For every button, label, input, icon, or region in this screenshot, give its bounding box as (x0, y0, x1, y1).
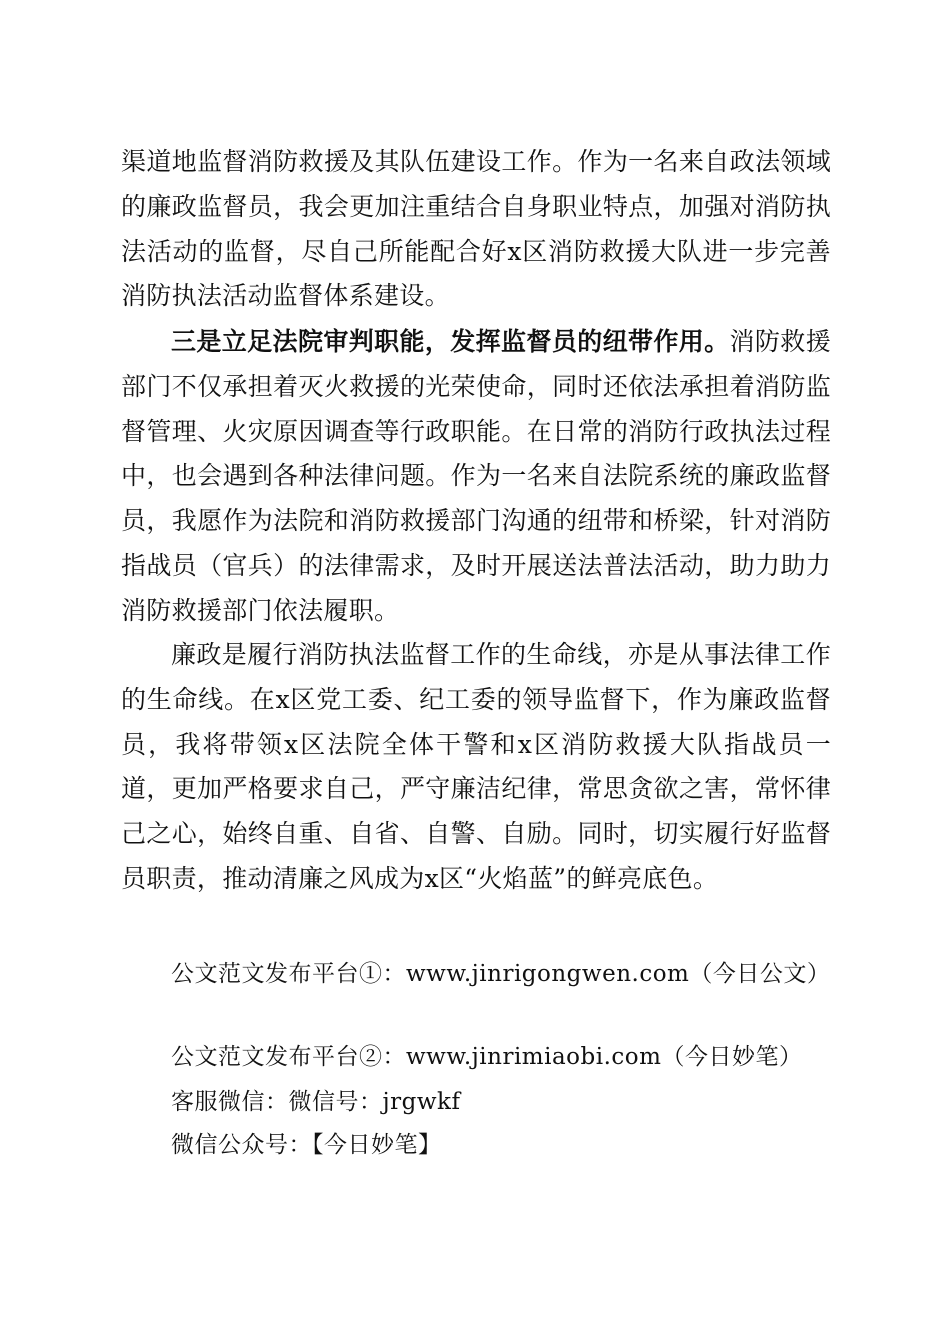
paragraph-lead-heading: 三是立足法院审判职能，发挥监督员的纽带作用。 (171, 327, 730, 356)
footer-official-account: 微信公众号：【今日妙笔】 (171, 1132, 442, 1158)
paragraph-continuation: 渠道地监督消防救援及其队伍建设工作。作为一名来自政法领域的廉政监督员，我会更加注重结合自身职业特点，加强对消防执法活动的监督，尽自己所能配合好x区消防救援大队进一步完善消防执法活动监督体系建设。 (121, 147, 831, 311)
footer-service-wechat: 客服微信：微信号：jrgwkf (171, 1089, 461, 1115)
paragraph-conclusion: 廉政是履行消防执法监督工作的生命线，亦是从事法律工作的生命线。在x区党工委、纪工委的领导监督下，作为廉政监督员，我将带领x区法院全体干警和x区消防救援大队指战员一道，更加严格要求自己，严守廉洁纪律，常思贪欲之害，常怀律己之心，始终自重、自省、自警、自励。同时，切实履行好监督员职责，推动清廉之风成为x区“火焰蓝”的鲜亮底色。 (121, 640, 831, 893)
paragraph-body: 消防救援部门不仅承担着灭火救援的光荣使命，同时还依法承担着消防监督管理、火灾原因调查等行政职能。在日常的消防行政执法过程中，也会遇到各种法律问题。作为一名来自法院系统的廉政监督员，我愿作为法院和消防救援部门沟通的纽带和桥梁，针对消防指战员（官兵）的法律需求，及时开展送法普法活动，助力助力消防救援部门依法履职。 (121, 327, 831, 625)
paragraph-court-role (121, 320, 831, 634)
footer-platform-2: 公文范文发布平台②：www.jinrimiaobi.com（今日妙笔） (171, 1044, 803, 1070)
footer-platform-1: 公文范文发布平台①：www.jinrigongwen.com（今日公文） (171, 961, 831, 987)
